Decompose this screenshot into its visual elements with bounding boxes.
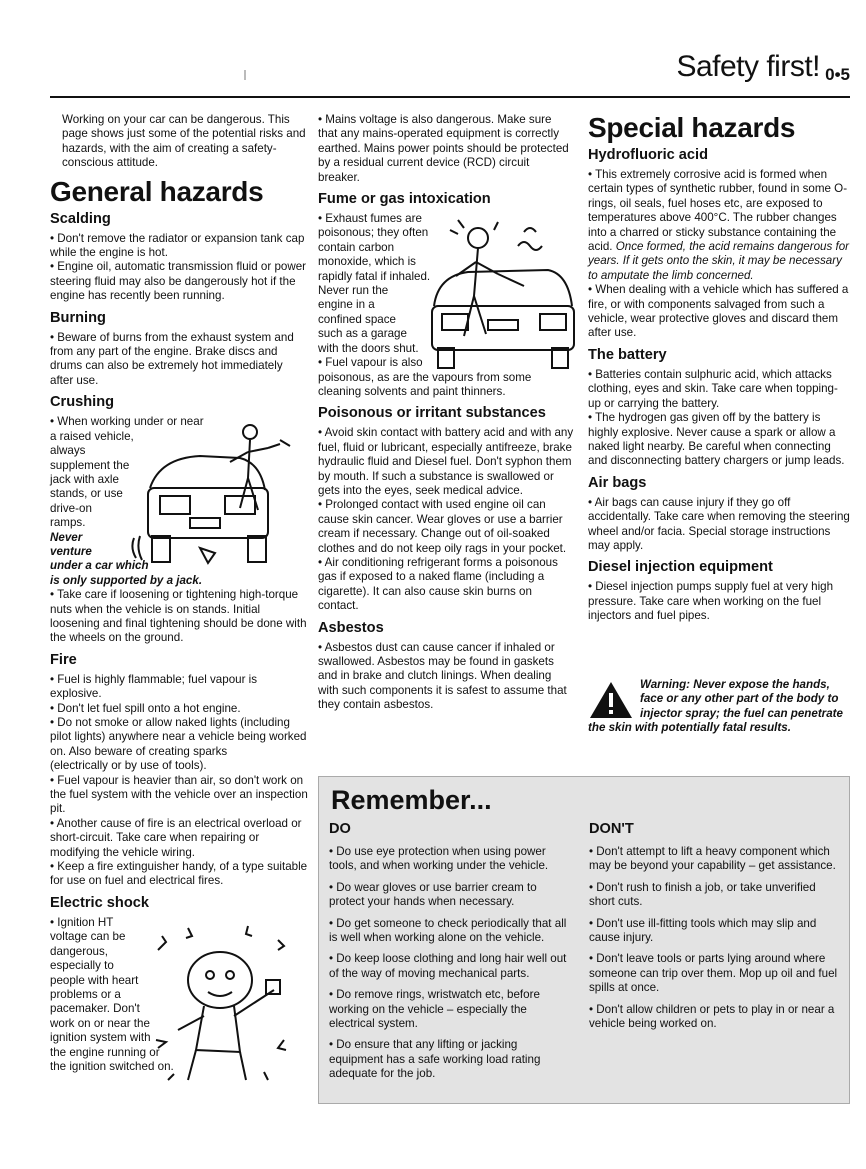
scalding-heading: Scalding [50, 210, 111, 227]
general-hazards-title: General hazards [50, 175, 264, 207]
poison-text-1: • Avoid skin contact with battery acid and with any fuel, fluid or lubricant, especially antifreeze, brake hydraulic fluid and Diesel fuel. Don't syphon them by mouth. If such a substance is swallowed or gets into the eyes, seek medical advice. [318, 426, 574, 497]
fume-line: contain carbon [318, 240, 395, 254]
warning-text: Warning: Never expose the hands, face or any other part of the body to injector spray; the fuel can penetrate the skin with potentially fatal results. [588, 678, 843, 735]
page-title: Safety first! [676, 50, 820, 83]
electric-shock-illustration [148, 920, 298, 1100]
scalding-text-1: • Don't remove the radiator or expansion tank cap while the engine is hot. [50, 231, 305, 260]
hydrofluoric-text-2: • When dealing with a vehicle which has suffered a fire, or with components salvaged from such a vehicle, wear protective gloves and discard them after use. [588, 283, 849, 340]
column-special [588, 113, 850, 624]
mains-text: • Mains voltage is also dangerous. Make sure that any mains-operated equipment is correctly earthed. Mains power points should be protected by a residual current device (RCD) circuit breaker. [318, 113, 569, 184]
fume-line: • Exhaust fumes are [318, 212, 422, 226]
crushing-text-2: • Take care if loosening or tightening high-torque nuts when the vehicle is on stands. Initial loosening and final tightening should be done with the wheels on the ground. [50, 588, 307, 645]
fume-line: with the doors shut. [318, 341, 419, 355]
dont-list [589, 821, 839, 1038]
special-hazards-title: Special hazards [588, 112, 796, 143]
fume-line: engine in a [318, 298, 375, 312]
crushing-heading: Crushing [50, 394, 115, 411]
dont-item: • Don't rush to finish a job, or take unverified short cuts. [589, 880, 816, 909]
crushing-line: ramps. [50, 516, 86, 530]
fume-line: Never run the [318, 284, 389, 298]
fire-text-6: • Keep a fire extinguisher handy, of a type suitable for use on fuel and electrical fires. [50, 860, 308, 888]
fire-text-3: • Do not smoke or allow naked lights (including pilot lights) anywhere near a vehicle being worked on. Also beware of creating sparks [50, 716, 307, 758]
diesel-text: • Diesel injection pumps supply fuel at very high pressure. Take care when working on the fuel injectors and fuel pipes. [588, 580, 834, 623]
crushing-warning-line: is only supported by a jack. [50, 573, 203, 587]
fume-heading: Fume or gas intoxication [318, 191, 491, 208]
crushing-line: stands, or use [50, 487, 123, 501]
fume-line: such as a garage [318, 327, 407, 341]
electric-line: • Ignition HT [50, 915, 114, 929]
electric-line: the engine running or [50, 1045, 160, 1059]
do-item: • Do wear gloves or use barrier cream to protect your hands when necessary. [329, 880, 537, 909]
fire-text-4: • Fuel vapour is heavier than air, so don't work on the fuel system with the vehicle over an inspection pit. [50, 773, 308, 816]
hydrofluoric-text-plain: • This extremely corrosive acid is formed when certain types of synthetic rubber, found in some O-rings, oil seals, fuel hoses etc, are exposed to temperatures above 400°C. The rubber changes into a charred or sticky substance containing the acid. [588, 168, 848, 254]
electric-line: ignition system with [50, 1031, 151, 1045]
electric-line: work on or near the [50, 1016, 150, 1030]
fire-text-5: • Another cause of fire is an electrical overload or short-circuit. Take care when repairing or modifying the vehicle wiring. [50, 816, 302, 859]
remember-title: Remember... [331, 785, 492, 815]
dont-item: • Don't leave tools or parts lying around where someone can trip over them. Mop up oil and fuel spills at once. [589, 952, 838, 995]
crushing-warning-line: Never [50, 530, 83, 544]
dont-item: • Don't allow children or pets to play in or near a vehicle being worked on. [589, 1002, 835, 1031]
remember-box [318, 776, 850, 1104]
page-number: 0•5 [825, 65, 850, 84]
do-heading: DO [329, 821, 351, 837]
poison-text-2: • Prolonged contact with used engine oil can cause skin cancer. Wear gloves or use a barrier cream if necessary. Change out of oil-soaked clothes and do not keep oily rags in your pocket. [318, 498, 567, 555]
dont-item: • Don't use ill-fitting tools which may slip and cause injury. [589, 916, 817, 945]
fume-line: • Fuel vapour is also [318, 356, 423, 370]
battery-heading: The battery [588, 346, 667, 363]
electric-line: dangerous, [50, 944, 109, 958]
do-item: • Do use eye protection when using power tools, and when working under the vehicle. [329, 845, 549, 873]
battery-text-1: • Batteries contain sulphuric acid, which attacks clothing, eyes and skin. Take care when topping-up or carrying the battery. [588, 367, 838, 410]
fume-line: confined space [318, 312, 396, 326]
hydrofluoric-text-1 [588, 168, 850, 283]
do-item: • Do remove rings, wristwatch etc, before working on the vehicle – especially the electrical system. [329, 988, 540, 1031]
crushing-line: jack with axle [50, 472, 119, 486]
fire-text-3b: (electrically or by use of tools). [50, 759, 207, 773]
crushing-line: a raised vehicle, [50, 429, 134, 443]
crushing-line: • When working under or near [50, 415, 204, 429]
diesel-heading: Diesel injection equipment [588, 559, 773, 576]
burning-heading: Burning [50, 309, 106, 326]
hydrofluoric-heading: Hydrofluoric acid [588, 147, 709, 163]
battery-text-2: • The hydrogen gas given off by the battery is highly explosive. Never cause a spark or allow a naked light nearby. Be careful when connecting and disconnecting battery chargers or jump leads. [588, 411, 845, 468]
header-rule [50, 96, 850, 98]
do-item: • Do keep loose clothing and long hair well out of the way of moving mechanical parts. [329, 952, 567, 980]
poison-text-3: • Air conditioning refrigerant forms a poisonous gas if exposed to a naked flame (including a cigarette). It can also cause skin burns on contact. [318, 555, 558, 613]
crushing-line: always [50, 444, 86, 458]
page-mark [244, 70, 246, 80]
asbestos-text: • Asbestos dust can cause cancer if inhaled or swallowed. Asbestos may be found in gaskets and in brake and clutch linings. When dealing with such components it is safest to assume that they contain asbestos. [318, 640, 567, 712]
electric-line: pacemaker. Don't [50, 1002, 140, 1016]
fume-text-2: poisonous, as are the vapours from some cleaning solvents and paint thinners. [318, 370, 532, 398]
do-item: • Do get someone to check periodically that all is well when working alone on the vehicle. [329, 916, 567, 945]
do-item: • Do ensure that any lifting or jacking equipment has a safe working load rating adequate for the job. [329, 1038, 541, 1081]
crushing-warning-line: venture [50, 544, 92, 558]
electric-line: especially to [50, 959, 114, 973]
electric-line: people with heart [50, 973, 139, 987]
dont-heading: DON'T [589, 821, 634, 837]
fume-line: monoxide, which is [318, 255, 416, 269]
burning-text: • Beware of burns from the exhaust system and from any part of the engine. Brake discs and drums can also be extremely hot immediately after use. [50, 330, 294, 387]
asbestos-heading: Asbestos [318, 619, 384, 636]
column-hazards-2 [318, 113, 574, 713]
electric-line: problems or a [50, 987, 121, 1001]
electric-shock-heading: Electric shock [50, 894, 149, 911]
crushing-line: supplement the [50, 458, 130, 472]
airbags-text: • Air bags can cause injury if they go off accidentally. Take care when removing the steering wheel and/or facia. Special storage instructions may apply. [588, 495, 850, 552]
dont-item: • Don't attempt to lift a heavy component which may be beyond your capability – get assistance. [589, 845, 836, 873]
fume-line: poisonous; they often [318, 226, 429, 240]
electric-line: voltage can be [50, 930, 126, 944]
fire-text-1: • Fuel is highly flammable; fuel vapour is explosive. [50, 672, 258, 701]
injector-warning [588, 678, 850, 736]
scalding-text-2: • Engine oil, automatic transmission fluid or power steering fluid may also be dangerously hot if the engine has recently been running. [50, 260, 307, 303]
car-on-jack-illustration [130, 418, 310, 578]
crushing-warning-line: under a car which [50, 559, 149, 573]
fire-text-2: • Don't let fuel spill onto a hot engine. [50, 701, 241, 715]
poison-heading: Poisonous or irritant substances [318, 405, 546, 422]
fire-heading: Fire [50, 651, 77, 668]
electric-line: the ignition switched on. [50, 1059, 174, 1073]
intro-text: Working on your car can be dangerous. This page shows just some of the potential risks and hazards, with the aim of creating a safety-conscious attitude. [62, 113, 306, 170]
crushing-line: drive-on [50, 501, 92, 515]
fume-line: rapidly fatal if inhaled. [318, 269, 431, 283]
hydrofluoric-text-italic: Once formed, the acid remains dangerous for years. If it gets onto the skin, it may be necessary to amputate the limb concerned. [588, 240, 850, 282]
do-list [329, 821, 569, 1089]
airbags-heading: Air bags [588, 474, 647, 491]
exhaust-fumes-illustration [428, 216, 578, 376]
warning-triangle-icon [588, 680, 634, 720]
